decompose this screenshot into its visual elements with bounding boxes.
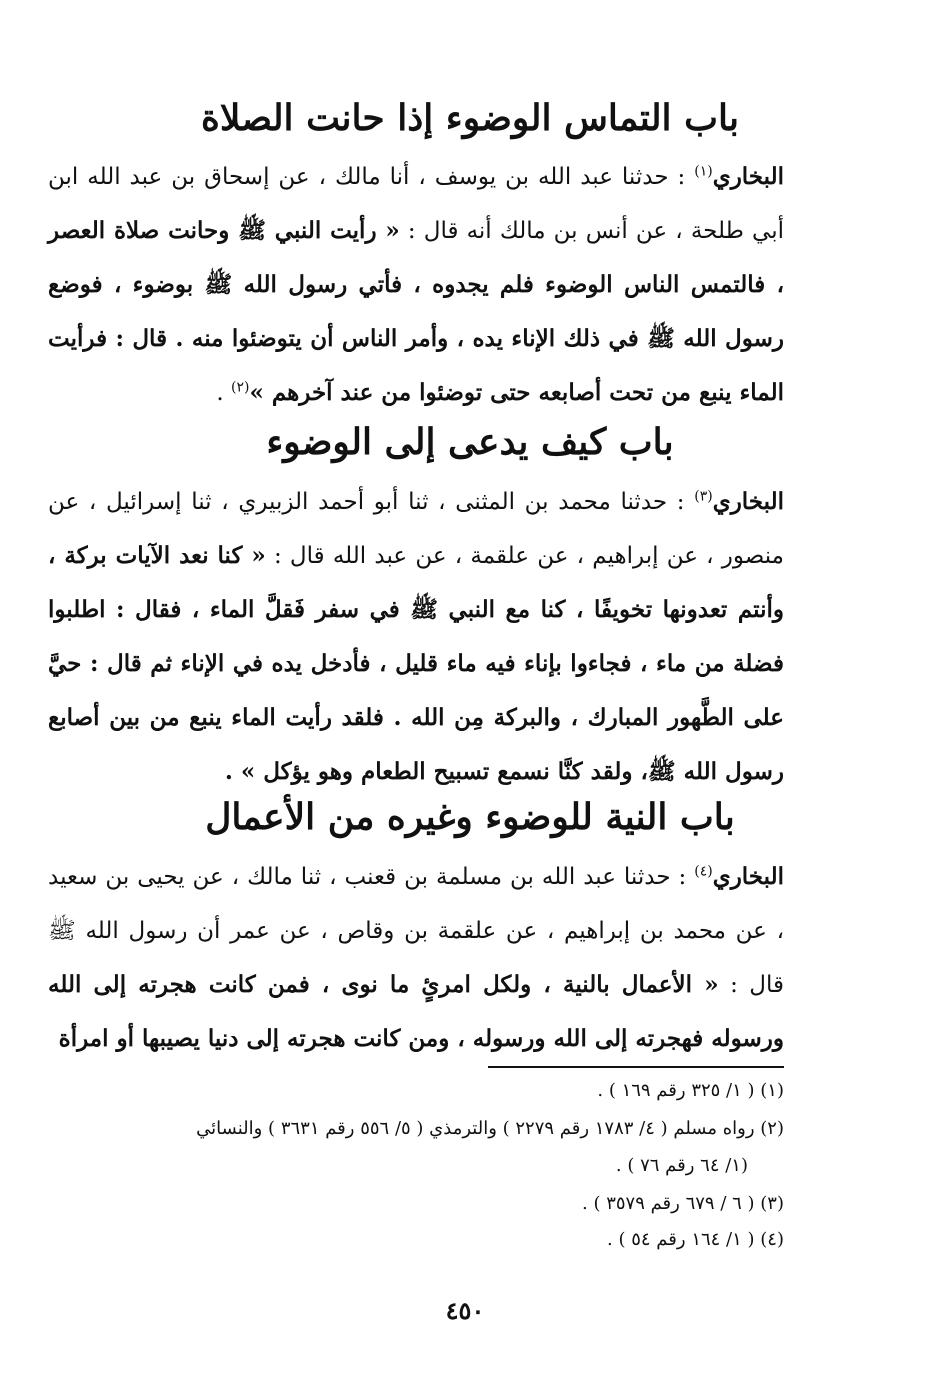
hadith-chain-2: : حدثنا محمد بن المثنى ، ثنا أبو أحمد الزبيري ، ثنا إسرائيل ، عن منصور ، عن إبراهيم ، عن علقمة ، عن عبد الله قال : [48, 489, 784, 569]
hadith-source-3: البخاري [712, 863, 784, 890]
footnote-3: (٣) ( ٦ / ٦٧٩ رقم ٣٥٧٩ ) . [582, 1193, 784, 1214]
hadith-chain-3: : حدثنا عبد الله بن مسلمة بن قعنب ، ثنا مالك ، عن يحيى بن سعيد ، عن محمد بن إبراهيم ، عن علقمة بن وقاص ، عن عمر أن رسول الله ﷺ قال : [48, 864, 784, 998]
footnote-2-continued: (١/ ٦٤ رقم ٧٦ ) . [615, 1155, 748, 1176]
hadith-text-1: « رأيت النبي ﷺ وحانت صلاة العصر ، فالتمس الناس الوضوء فلم يجدوه ، فأتي رسول الله ﷺ بوضوء ، فوضع رسول الله ﷺ في ذلك الإناء يده ، وأمر الناس أن يتوضئوا منه . قال : فرأيت الماء ينبع من تحت أصابعه حتى توضئوا من عند آخرهم » [48, 217, 784, 406]
footnote-4: (٤) ( ١/ ١٦٤ رقم ٥٤ ) . [607, 1229, 784, 1250]
footnote-divider [488, 1066, 784, 1068]
page-number: ٤٥٠ [445, 1296, 485, 1325]
footnote-2: (٢) رواه مسلم ( ٤/ ١٧٨٣ رقم ٢٢٧٩ ) والترمذي ( ٥/ ٥٥٦ رقم ٣٦٣١ ) والنسائي [196, 1118, 784, 1139]
hadith-source-2: البخاري [712, 488, 784, 515]
section-heading-2: باب كيف يدعى إلى الوضوء [266, 421, 674, 463]
footnote-1: (١) ( ١/ ٣٢٥ رقم ١٦٩ ) . [597, 1080, 784, 1101]
note-marker-2: (٢) [230, 379, 250, 396]
section-text-1 [48, 150, 784, 420]
hadith-text-3: « الأعمال بالنية ، ولكل امرئٍ ما نوى ، فمن كانت هجرته إلى الله ورسوله فهجرته إلى الله ورسوله ، ومن كانت هجرته إلى دنيا يصيبها أو امرأة [48, 971, 784, 1052]
note-marker-4: (٤) [694, 863, 713, 880]
section-heading-3: باب النية للوضوء وغيره من الأعمال [205, 796, 735, 838]
hadith-text-2: « كنا نعد الآيات بركة ، وأنتم تعدونها تخويفًا ، كنا مع النبي ﷺ في سفر فَقلَّ الماء ، فقال : اطلبوا فضلة من ماء ، فجاءوا بإناء فيه ماء قليل ، فأدخل يده في الإناء ثم قال : حيَّ على الطَّهور المبارك ، والبركة مِن الله . فلقد رأيت الماء ينبع من بين أصابع رسول الله ﷺ، ولقد كنَّا نسمع تسبيح الطعام وهو يؤكل » . [48, 542, 784, 785]
hadith-chain-1: : حدثنا عبد الله بن يوسف ، أنا مالك ، عن إسحاق بن عبد الله ابن أبي طلحة ، عن أنس بن مالك أنه قال : [48, 164, 784, 244]
section-text-3 [48, 850, 784, 1066]
section-heading-1: باب التماس الوضوء إذا حانت الصلاة [201, 97, 739, 139]
section-text-2 [48, 475, 784, 799]
note-marker-1: (١) [694, 163, 713, 180]
hadith-source-1: البخاري [712, 163, 784, 190]
note-marker-3: (٣) [694, 488, 713, 505]
hadith-end-1: . [216, 380, 231, 406]
